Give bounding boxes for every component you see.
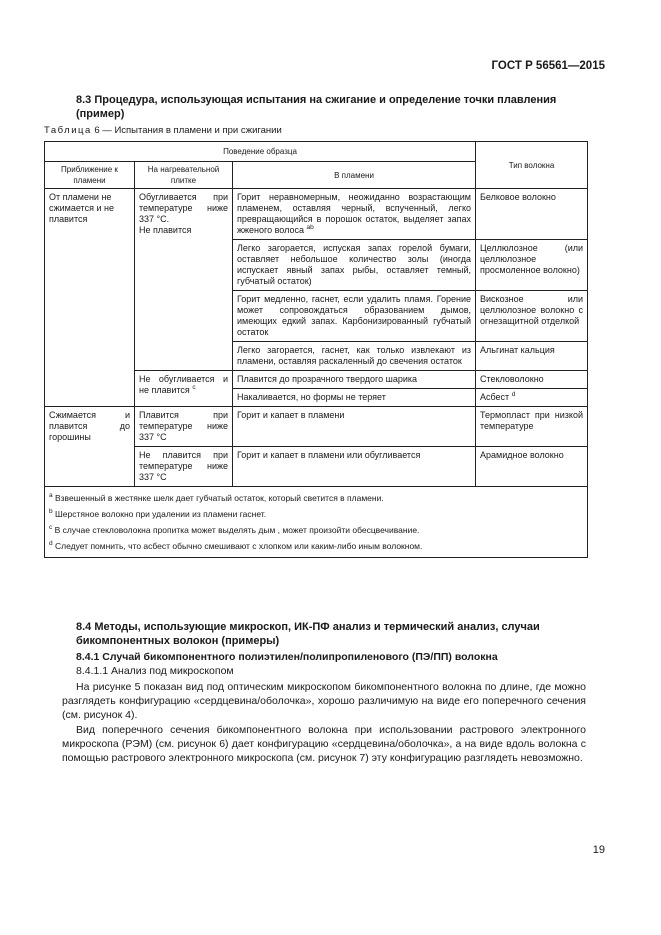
table-notes — [45, 487, 588, 558]
table-caption-text: 6 — Испытания в пламени и при сжигании — [91, 125, 282, 136]
note-mark: с — [49, 524, 53, 532]
table-row — [45, 189, 588, 240]
cell-flame-aramid: Горит и капает в пламени или обугливается — [233, 447, 476, 487]
table-row — [45, 407, 588, 447]
cell-type-viscose: Вискозное или целлюлозное волокно с огнезащитной отделкой — [476, 291, 588, 342]
type-asbestos-text: Асбест — [480, 392, 510, 402]
note-text: В случае стекловолокна пропитка может выделять дым , может произойти обесцвечивание. — [52, 525, 420, 535]
cell-approach-shrinks: Сжимается и плавится до горошины — [45, 407, 135, 487]
table-note — [49, 522, 583, 538]
header-behavior: Поведение образца — [45, 142, 476, 162]
note-mark: а — [49, 492, 53, 500]
table-caption-label: Таблица — [44, 125, 92, 136]
table-note — [49, 538, 583, 554]
cell-type-protein: Белковое волокно — [476, 189, 588, 240]
hotplate-no-char-text: Не обугливается и не плавится — [139, 374, 228, 395]
paragraph-1: На рисунке 5 показан вид под оптическим микроскопом бикомпонентного волокна по длине, где можно разглядеть конфигурацию «сердцевина/оболочка», хорошо различимую на виде его поперечного сечения (см. рисунок 4). — [62, 681, 586, 721]
cell-flame-thermoplastic: Горит и капает в пламени — [233, 407, 476, 447]
cell-hotplate-chars — [135, 189, 233, 371]
cell-hotplate-no-melt: Не плавится при температуре ниже 337 °С — [135, 447, 233, 487]
table-note — [49, 506, 583, 522]
note-text: Следует помнить, что асбест обычно смешивают с хлопком или каким-либо иным волокном. — [52, 541, 423, 551]
cell-type-cellulose: Целлюлозное (или целлюлозное просмоленное волокно) — [476, 240, 588, 291]
hotplate-chars-line2: Не плавится — [139, 225, 192, 235]
cell-flame-asbestos: Накаливается, но формы не теряет — [233, 389, 476, 407]
note-mark: d — [49, 540, 53, 548]
standard-code: ГОСТ Р 56561—2015 — [491, 60, 605, 72]
cell-flame-protein — [233, 189, 476, 240]
section-8-4-title: 8.4 Методы, использующие микроскоп, ИК-ПФ анализ и термический анализ, случаи бикомпонентных волокон (примеры) — [76, 621, 540, 647]
cell-type-aramid: Арамидное волокно — [476, 447, 588, 487]
flame-protein-text: Горит неравномерным, неожиданно возрастающим пламенем, оставляя черный, вспученный, легко превращающийся в порошок остаток, выделяет запах жженого волоса — [237, 192, 471, 235]
note-mark: b — [49, 508, 53, 516]
section-8-3-title: 8.3 Процедура, использующая испытания на сжигание и определение точки плавления (пример) — [76, 94, 557, 120]
page-number: 19 — [592, 844, 605, 856]
cell-hotplate-no-char — [135, 371, 233, 407]
cell-hotplate-melts: Плавится при температуре ниже 337 °С — [135, 407, 233, 447]
paragraph-2: Вид поперечного сечения бикомпонентного волокна при использовании растрового электронного микроскопа (РЭМ) (см. рисунок 6) дает конфигурацию «сердцевина/оболочка», а на виде вдоль волокна с помощью растрового электронного микроскопа (см. рисунок 7) эту конфигурацию разглядеть невозможно. — [62, 724, 586, 764]
table-notes-row — [45, 487, 588, 558]
note-text: Взвешенный в жестянке шелк дает губчатый остаток, который светится в пламени. — [52, 493, 384, 503]
cell-type-asbestos — [476, 389, 588, 407]
hotplate-chars-line1: Обугливается при температуре ниже 337 °С. — [139, 192, 228, 224]
cell-flame-cellulose: Легко загорается, испуская запах горелой бумаги, оставляет небольшое количество золы (иногда испускает явный запах рыбы, оставляет темный, губчатый остаток) — [233, 240, 476, 291]
table-note — [49, 490, 583, 506]
cell-flame-glass: Плавится до прозрачного твердого шарика — [233, 371, 476, 389]
cell-flame-alginate: Легко загорается, гаснет, как только извлекают из пламени, оставляя раскаленный до свечения остаток — [233, 342, 476, 371]
header-hotplate: На нагревательной плитке — [135, 162, 233, 189]
cell-approach-no-shrink: От пламени не сжимается и не плавится — [45, 189, 135, 407]
table-caption — [44, 125, 282, 136]
cell-type-thermoplastic: Термопласт при низкой температуре — [476, 407, 588, 447]
header-approach: Приближение к пламени — [45, 162, 135, 189]
section-8-4-1-1-title: 8.4.1.1 Анализ под микроскопом — [76, 665, 234, 677]
note-ref-c: с — [192, 384, 196, 391]
header-in-flame: В пламени — [233, 162, 476, 189]
cell-type-glass: Стекловолокно — [476, 371, 588, 389]
note-ref-ab: ab — [306, 224, 314, 231]
fiber-burn-table — [44, 141, 588, 558]
section-8-4-1-title: 8.4.1 Случай бикомпонентного полиэтилен/полипропиленового (ПЭ/ПП) волокна — [76, 651, 498, 663]
header-fiber-type: Тип волокна — [476, 142, 588, 189]
cell-type-alginate: Альгинат кальция — [476, 342, 588, 371]
cell-flame-viscose: Горит медленно, гаснет, если удалить пламя. Горение может сопровождаться образованием дымов, имеющих едкий запах. Карбонизированный губчатый остаток — [233, 291, 476, 342]
note-ref-d: d — [511, 391, 516, 398]
note-text: Шерстяное волокно при удалении из пламени гаснет. — [52, 509, 267, 519]
